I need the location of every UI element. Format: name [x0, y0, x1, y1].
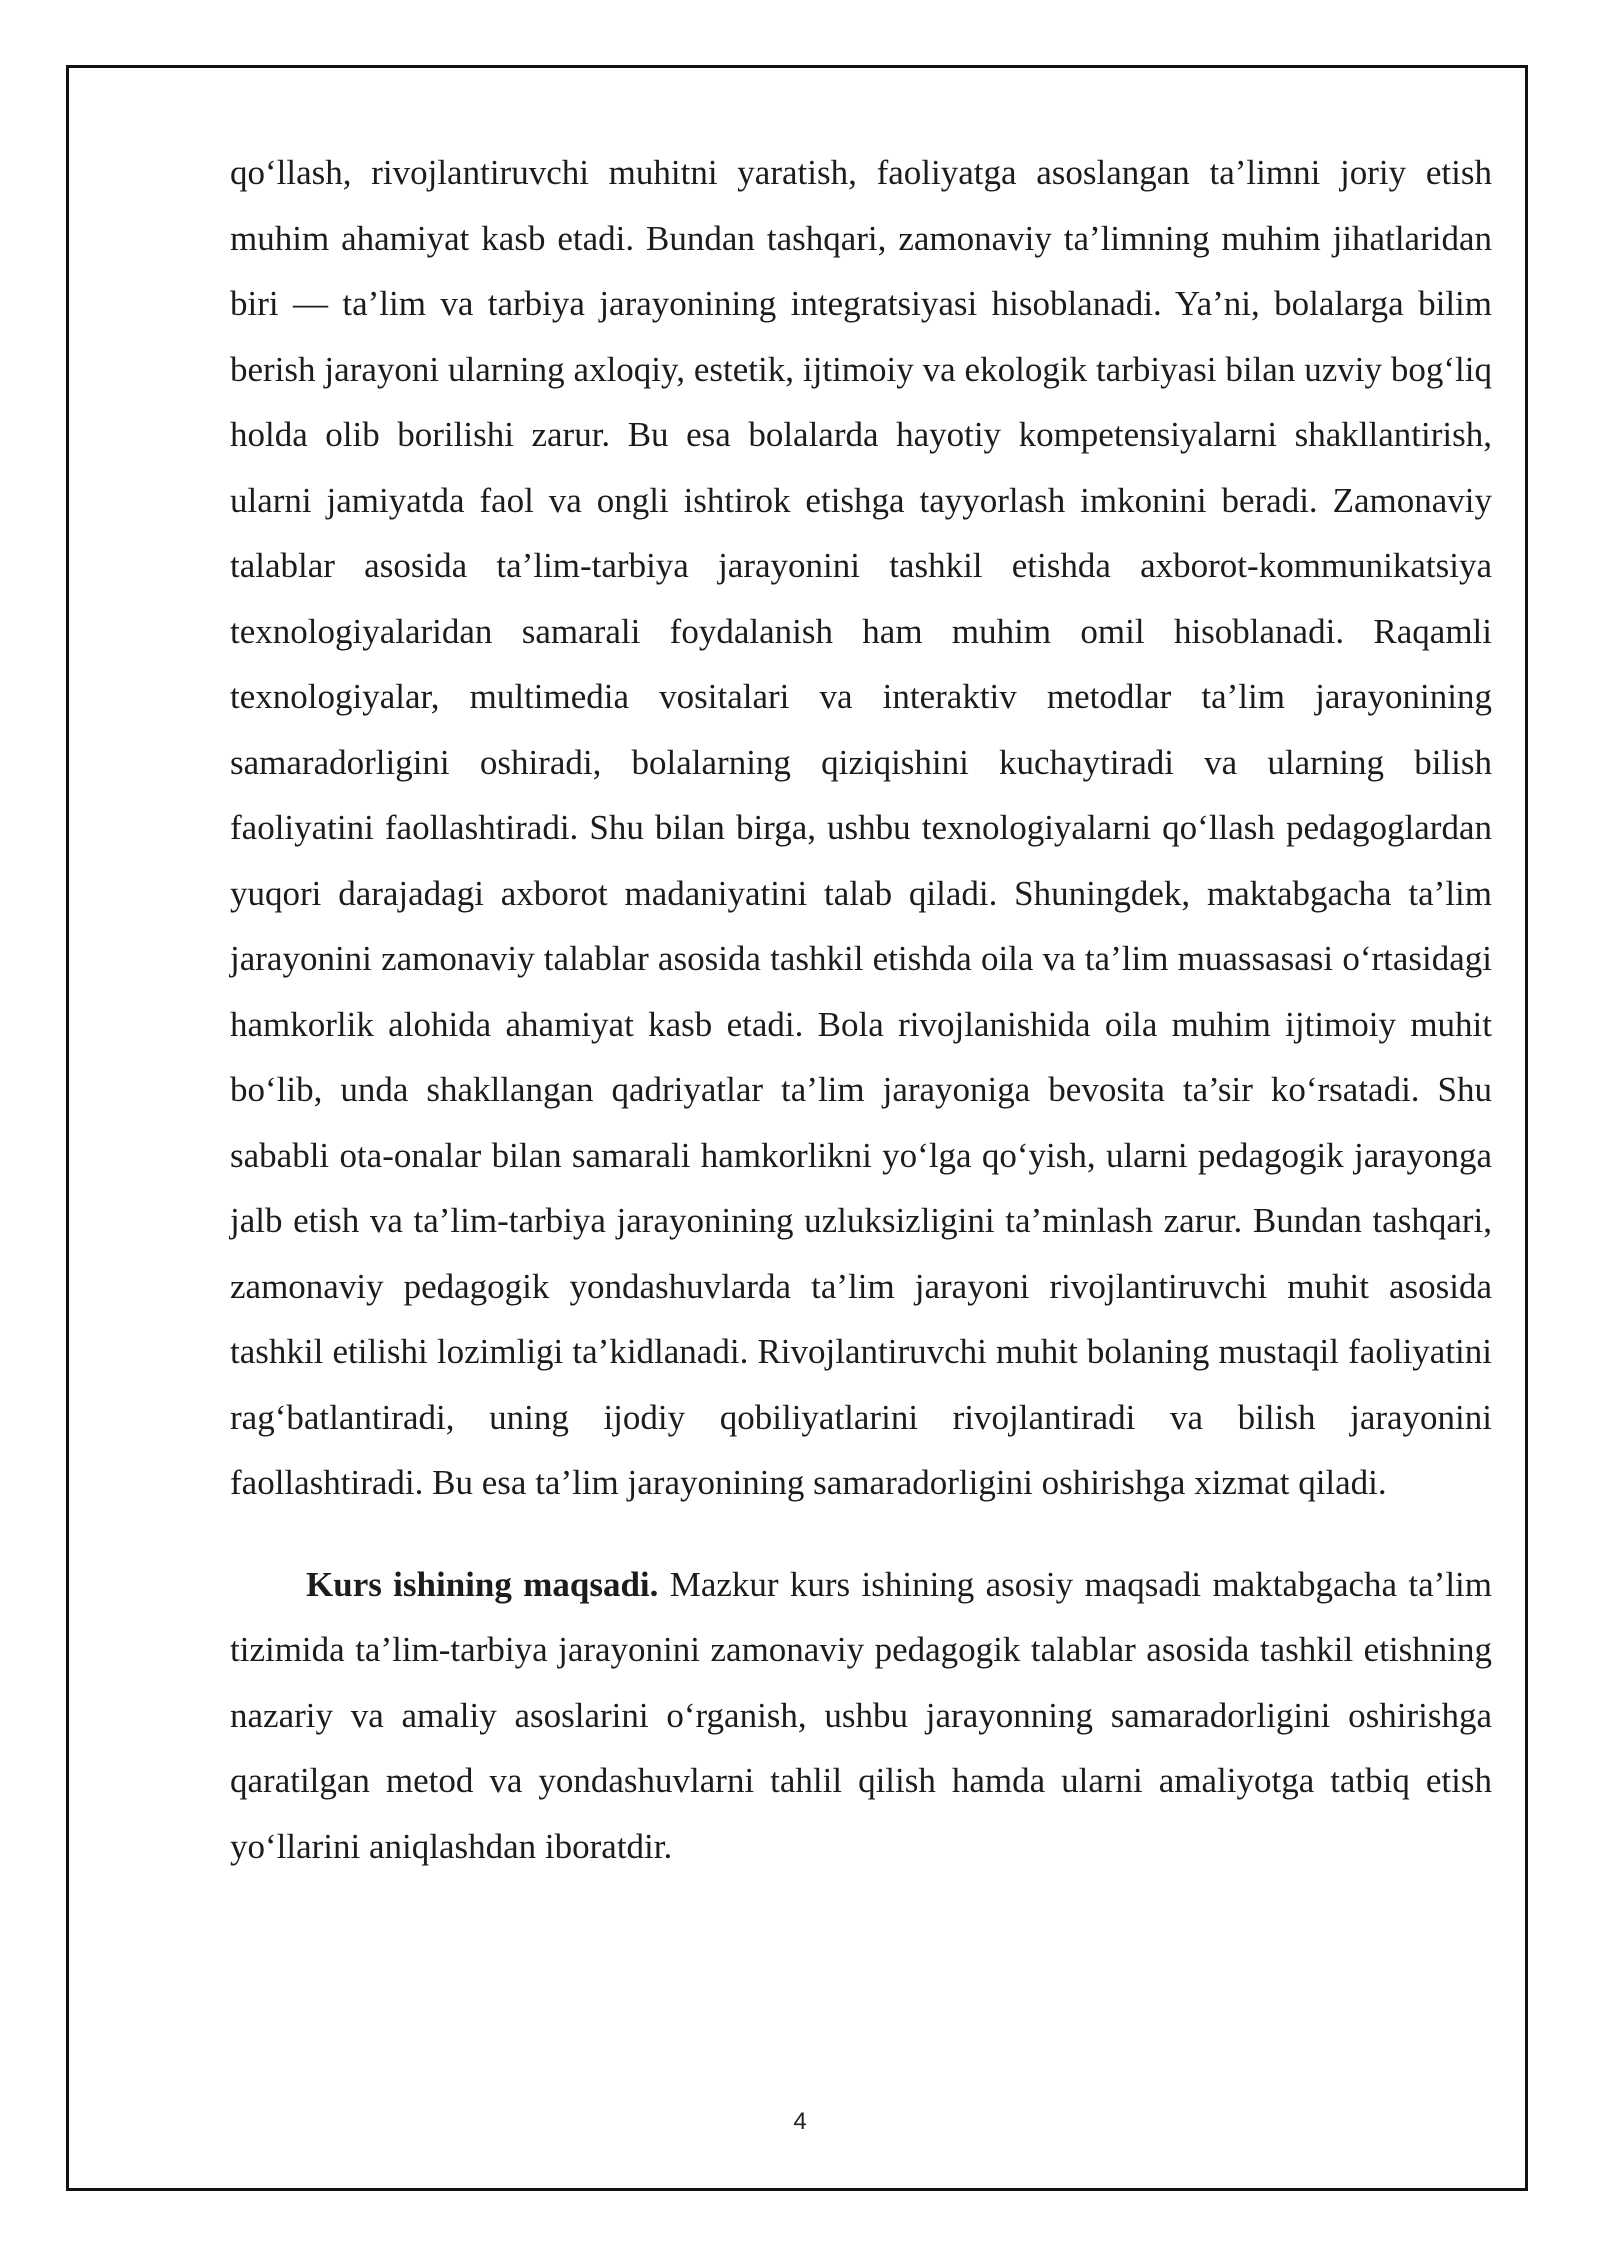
goal-paragraph — [230, 1552, 1492, 1880]
goal-text: Mazkur kurs ishining asosiy maqsadi maktabgacha ta’lim tizimida ta’lim-tarbiya jarayonini zamonaviy pedagogik talablar asosida tashkil etishning nazariy va amaliy asoslarini o‘rganish, ushbu jarayonning samaradorligini oshirishga qaratilgan metod va yondashuvlarni tahlil qilish hamda ularni amaliyotga tatbiq etish yo‘llarini aniqlashdan iboratdir. — [230, 1564, 1492, 1866]
body-paragraph: qo‘llash, rivojlantiruvchi muhitni yaratish, faoliyatga asoslangan ta’limni joriy etish muhim ahamiyat kasb etadi. Bundan tashqari, zamonaviy ta’limning muhim jihatlaridan biri — ta’lim va tarbiya jarayonining integratsiyasi hisoblanadi. Ya’ni, bolalarga bilim berish jarayoni ularning axloqiy, estetik, ijtimoiy va ekologik tarbiyasi bilan uzviy bog‘liq holda olib borilishi zarur. Bu esa bolalarda hayotiy kompetensiyalarni shakllantirish, ularni jamiyatda faol va ongli ishtirok etishga tayyorlash imkonini beradi. Zamonaviy talablar asosida ta’lim-tarbiya jarayonini tashkil etishda axborot-kommunikatsiya texnologiyalaridan samarali foydalanish ham muhim omil hisoblanadi. Raqamli texnologiyalar, multimedia vositalari va interaktiv metodlar ta’lim jarayonining samaradorligini oshiradi, bolalarning qiziqishini kuchaytiradi va ularning bilish faoliyatini faollashtiradi. Shu bilan birga, ushbu texnologiyalarni qo‘llash pedagoglardan yuqori darajadagi axborot madaniyatini talab qiladi. Shuningdek, maktabgacha ta’lim jarayonini zamonaviy talablar asosida tashkil etishda oila va ta’lim muassasasi o‘rtasidagi hamkorlik alohida ahamiyat kasb etadi. Bola rivojlanishida oila muhim ijtimoiy muhit bo‘lib, unda shakllangan qadriyatlar ta’lim jarayoniga bevosita ta’sir ko‘rsatadi. Shu sababli ota-onalar bilan samarali hamkorlikni yo‘lga qo‘yish, ularni pedagogik jarayonga jalb etish va ta’lim-tarbiya jarayonining uzluksizligini ta’minlash zarur. Bundan tashqari, zamonaviy pedagogik yondashuvlarda ta’lim jarayoni rivojlantiruvchi muhit asosida tashkil etilishi lozimligi ta’kidlanadi. Rivojlantiruvchi muhit bolaning mustaqil faoliyatini rag‘batlantiradi, uning ijodiy qobiliyatlarini rivojlantiradi va bilish jarayonini faollashtiradi. Bu esa ta’lim jarayonining samaradorligini oshirishga xizmat qiladi. — [230, 153, 1492, 1502]
page-body — [230, 140, 1492, 1879]
page-number: 4 — [793, 2108, 807, 2135]
goal-heading: Kurs ishining maqsadi. — [306, 1564, 659, 1604]
